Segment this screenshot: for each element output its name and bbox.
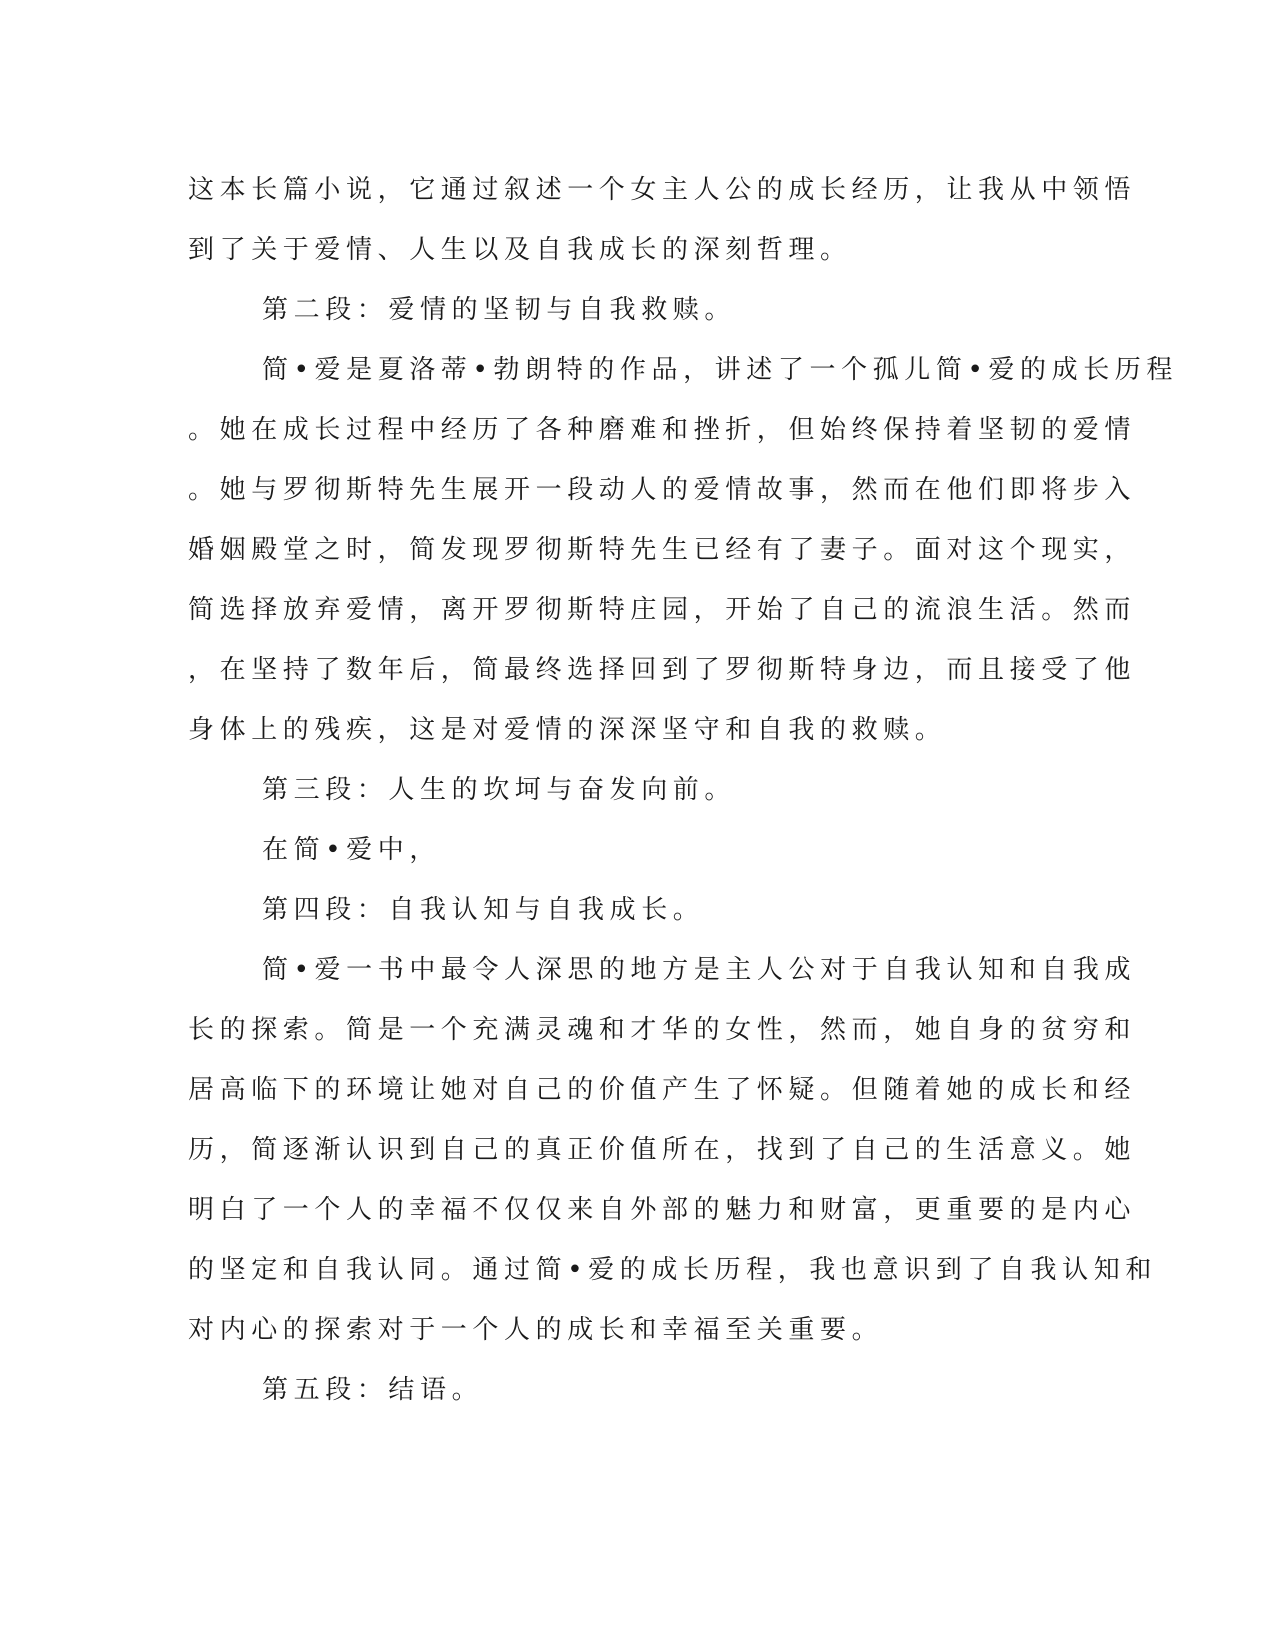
paragraph-line: 身体上的残疾，这是对爱情的深深坚守和自我的救赎。 bbox=[188, 715, 947, 745]
paragraph-line: 这本长篇小说，它通过叙述一个女主人公的成长经历，让我从中领悟 bbox=[188, 175, 1137, 205]
paragraph-line: 。她与罗彻斯特先生展开一段动人的爱情故事，然而在他们即将步入 bbox=[188, 475, 1137, 505]
paragraph-first-line: 在简•爱中， bbox=[262, 835, 441, 865]
paragraph-line: 长的探索。简是一个充满灵魂和才华的女性，然而，她自身的贫穷和 bbox=[188, 1015, 1137, 1045]
paragraph-line: 简选择放弃爱情，离开罗彻斯特庄园，开始了自己的流浪生活。然而 bbox=[188, 595, 1137, 625]
paragraph-line: 明白了一个人的幸福不仅仅来自外部的魅力和财富，更重要的是内心 bbox=[188, 1195, 1137, 1225]
paragraph-line: 。她在成长过程中经历了各种磨难和挫折，但始终保持着坚韧的爱情 bbox=[188, 415, 1137, 445]
paragraph-first-line: 第五段：结语。 bbox=[262, 1375, 484, 1405]
paragraph-line: ，在坚持了数年后，简最终选择回到了罗彻斯特身边，而且接受了他 bbox=[188, 655, 1137, 685]
paragraph-first-line: 简•爱一书中最令人深思的地方是主人公对于自我认知和自我成 bbox=[262, 955, 1137, 985]
paragraph-line: 的坚定和自我认同。通过简•爱的成长历程，我也意识到了自我认知和 bbox=[188, 1255, 1157, 1285]
paragraph-first-line: 第三段：人生的坎坷与奋发向前。 bbox=[262, 775, 737, 805]
paragraph-line: 婚姻殿堂之时，简发现罗彻斯特先生已经有了妻子。面对这个现实， bbox=[188, 535, 1137, 565]
paragraph-line: 到了关于爱情、人生以及自我成长的深刻哲理。 bbox=[188, 235, 852, 265]
paragraph-first-line: 第四段：自我认知与自我成长。 bbox=[262, 895, 705, 925]
paragraph-line: 居高临下的环境让她对自己的价值产生了怀疑。但随着她的成长和经 bbox=[188, 1075, 1137, 1105]
paragraph-line: 对内心的探索对于一个人的成长和幸福至关重要。 bbox=[188, 1315, 884, 1345]
paragraph-line: 历，简逐渐认识到自己的真正价值所在，找到了自己的生活意义。她 bbox=[188, 1135, 1137, 1165]
document-body bbox=[188, 160, 1179, 1420]
paragraph-first-line: 第二段：爱情的坚韧与自我救赎。 bbox=[262, 295, 737, 325]
paragraph-first-line: 简•爱是夏洛蒂•勃朗特的作品，讲述了一个孤儿简•爱的成长历程 bbox=[262, 355, 1179, 385]
